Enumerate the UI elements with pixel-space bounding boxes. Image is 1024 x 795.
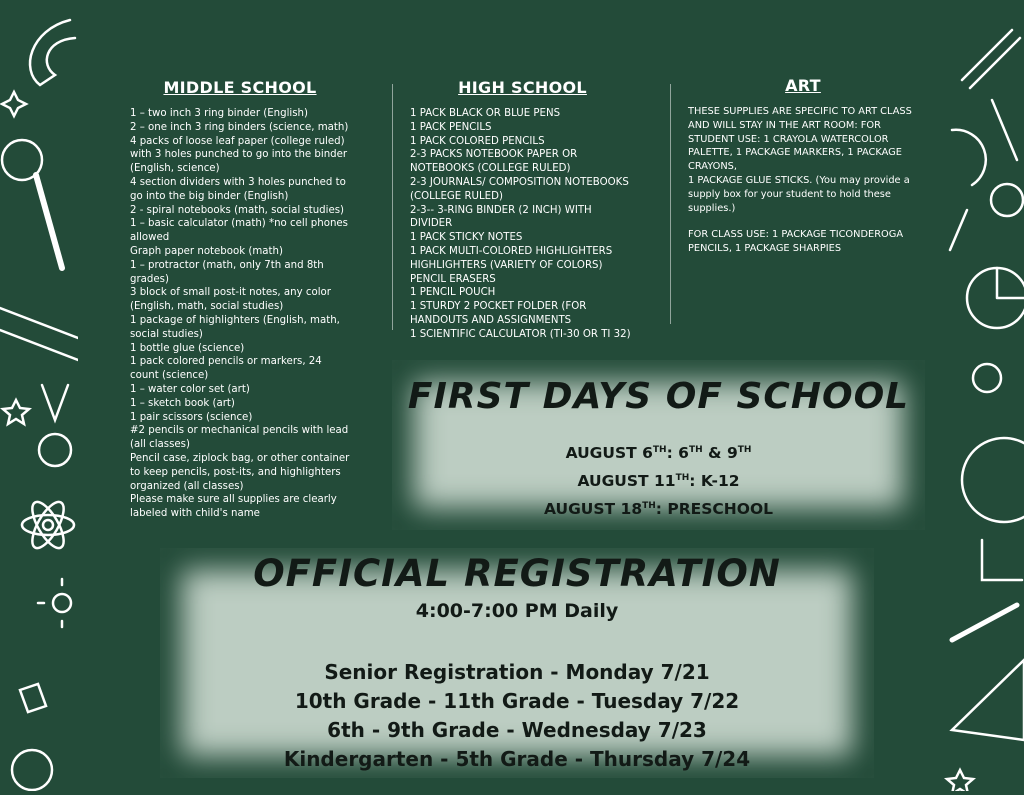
registration-schedule [160, 658, 874, 774]
left-doodle-border [0, 0, 78, 791]
divider-2 [670, 84, 671, 324]
art-section [688, 76, 918, 256]
list-item: 1 pack colored pencils or markers, 24 count (science) [130, 356, 322, 382]
list-item: 1 PACK COLORED PENCILS [410, 135, 545, 147]
list-item: 2-3-- 3-RING BINDER (2 INCH) WITH DIVIDER [410, 204, 592, 230]
first-days-title: FIRST DAYS OF SCHOOL [407, 376, 910, 417]
sparkle-icon [2, 92, 26, 116]
list-item: #2 pencils or mechanical pencils with lead (all classes) [130, 425, 349, 451]
list-item: 1 PENCIL POUCH [410, 287, 496, 299]
list-item: 1 – sketch book (art) [130, 397, 235, 409]
high-school-list [410, 107, 635, 342]
list-item: 2 - spiral notebooks (math, social studies) [130, 204, 345, 216]
list-item: Graph paper notebook (math) [130, 245, 283, 257]
first-days-panel [392, 360, 925, 530]
list-item: 1 SCIENTIFIC CALCULATOR (TI-30 OR TI 32) [410, 328, 631, 340]
schedule-row: 10th Grade - 11th Grade - Tuesday 7/22 [294, 689, 740, 713]
list-item: 1 – protractor (math, only 7th and 8th grades) [130, 259, 324, 285]
registration-title: OFFICIAL REGISTRATION [253, 552, 781, 595]
schedule-row: Kindergarten - 5th Grade - Thursday 7/24 [283, 747, 751, 771]
schedule-row: 6th - 9th Grade - Wednesday 7/23 [327, 718, 707, 742]
art-title: ART [785, 76, 821, 95]
registration-panel [160, 548, 874, 778]
art-paragraph-3: FOR CLASS USE: 1 PACKAGE TICONDEROGA PENCILS, 1 PACKAGE SHARPIES [688, 229, 904, 255]
star-icon [3, 400, 29, 424]
list-item: 1 – water color set (art) [130, 383, 250, 395]
list-item: 1 PACK STICKY NOTES [410, 232, 523, 244]
first-days-line-3: AUGUST 18TH: PRESCHOOL [543, 500, 773, 519]
high-school-title: HIGH SCHOOL [458, 78, 587, 97]
ruler-icon [0, 308, 78, 360]
list-item: 4 packs of loose leaf paper (college ruled) with 3 holes punched to go into the binder (English, science) [130, 135, 348, 175]
divider-1 [392, 84, 393, 330]
list-item: 1 PACK MULTI-COLORED HIGHLIGHTERS [410, 245, 613, 257]
middle-school-title: MIDDLE SCHOOL [163, 78, 317, 97]
list-item: PENCIL ERASERS [410, 273, 496, 285]
star-icon-right [947, 770, 973, 791]
pencil-icon [962, 30, 1020, 88]
high-school-section [410, 78, 635, 342]
first-days-dates [392, 438, 925, 522]
list-item: 1 STURDY 2 POCKET FOLDER (FOR HANDOUTS AND ASSIGNMENTS [410, 301, 587, 326]
list-item: 1 package of highlighters (English, math, social studies) [130, 314, 340, 340]
middle-school-list [130, 107, 350, 521]
list-item: 3 block of small post-it notes, any color (English, math, social studies) [130, 287, 331, 313]
abc-label [950, 210, 967, 250]
art-paragraph-1: THESE SUPPLIES ARE SPECIFIC TO ART CLASS AND WILL STAY IN THE ART ROOM: FOR STUDENT USE: 1 CRAYOLA WATERCOLOR PALETTE, 1 PACKAGE MARKERS, 1 PACKAGE CRAYONS, [688, 106, 912, 173]
list-item: 4 section dividers with 3 holes punched to go into the big binder (English) [130, 176, 346, 202]
first-days-line-2: AUGUST 11TH: K-12 [577, 472, 740, 491]
globe-icon [962, 438, 1024, 522]
list-item: 1 – two inch 3 ring binder (English) [130, 108, 308, 119]
art-paragraph-2: 1 PACKAGE GLUE STICKS. (You may provide a supply box for your student to hold these supplies.) [688, 174, 910, 214]
atom-icon [43, 520, 53, 530]
magnet-icon [30, 20, 75, 85]
pen-icon [952, 605, 1017, 640]
eraser-icon [20, 684, 46, 712]
medal-icon [42, 385, 68, 420]
list-item: Please make sure all supplies are clearly labeled with child's name [130, 494, 337, 520]
list-item: 1 PACK BLACK OR BLUE PENS [410, 108, 561, 119]
list-item: 1 PACK PENCILS [410, 121, 492, 133]
list-item: 2 – one inch 3 ring binders (science, math) [130, 121, 349, 133]
emoji-icon [973, 364, 1001, 392]
list-item: 1 bottle glue (science) [130, 342, 245, 354]
middle-school-section [130, 78, 350, 521]
list-item: 2-3 PACKS NOTEBOOK PAPER OR NOTEBOOKS (COLLEGE RULED) [410, 149, 578, 175]
schedule-row: Senior Registration - Monday 7/21 [324, 660, 710, 684]
list-item: 1 pair scissors (science) [130, 411, 253, 423]
list-item: HIGHLIGHTERS (VARIETY OF COLORS) [410, 259, 603, 271]
scissors-icon [992, 100, 1017, 160]
pie-chart-icon [952, 130, 986, 185]
paper-plane-icon [952, 660, 1024, 740]
bag-icon [12, 750, 52, 790]
list-item: 1 – basic calculator (math) *no cell phones allowed [130, 218, 348, 244]
list-item: Pencil case, ziplock bag, or other container to keep pencils, post-its, and highlighters organized (all classes) [130, 452, 350, 492]
list-item: 2-3 JOURNALS/ COMPOSITION NOTEBOOKS (COLLEGE RULED) [410, 176, 629, 202]
sun-icon [53, 594, 71, 612]
first-days-line-1: AUGUST 6TH: 6TH & 9TH [565, 444, 752, 463]
right-doodle-border [942, 0, 1024, 791]
registration-hours: 4:00-7:00 PM Daily [415, 600, 619, 622]
